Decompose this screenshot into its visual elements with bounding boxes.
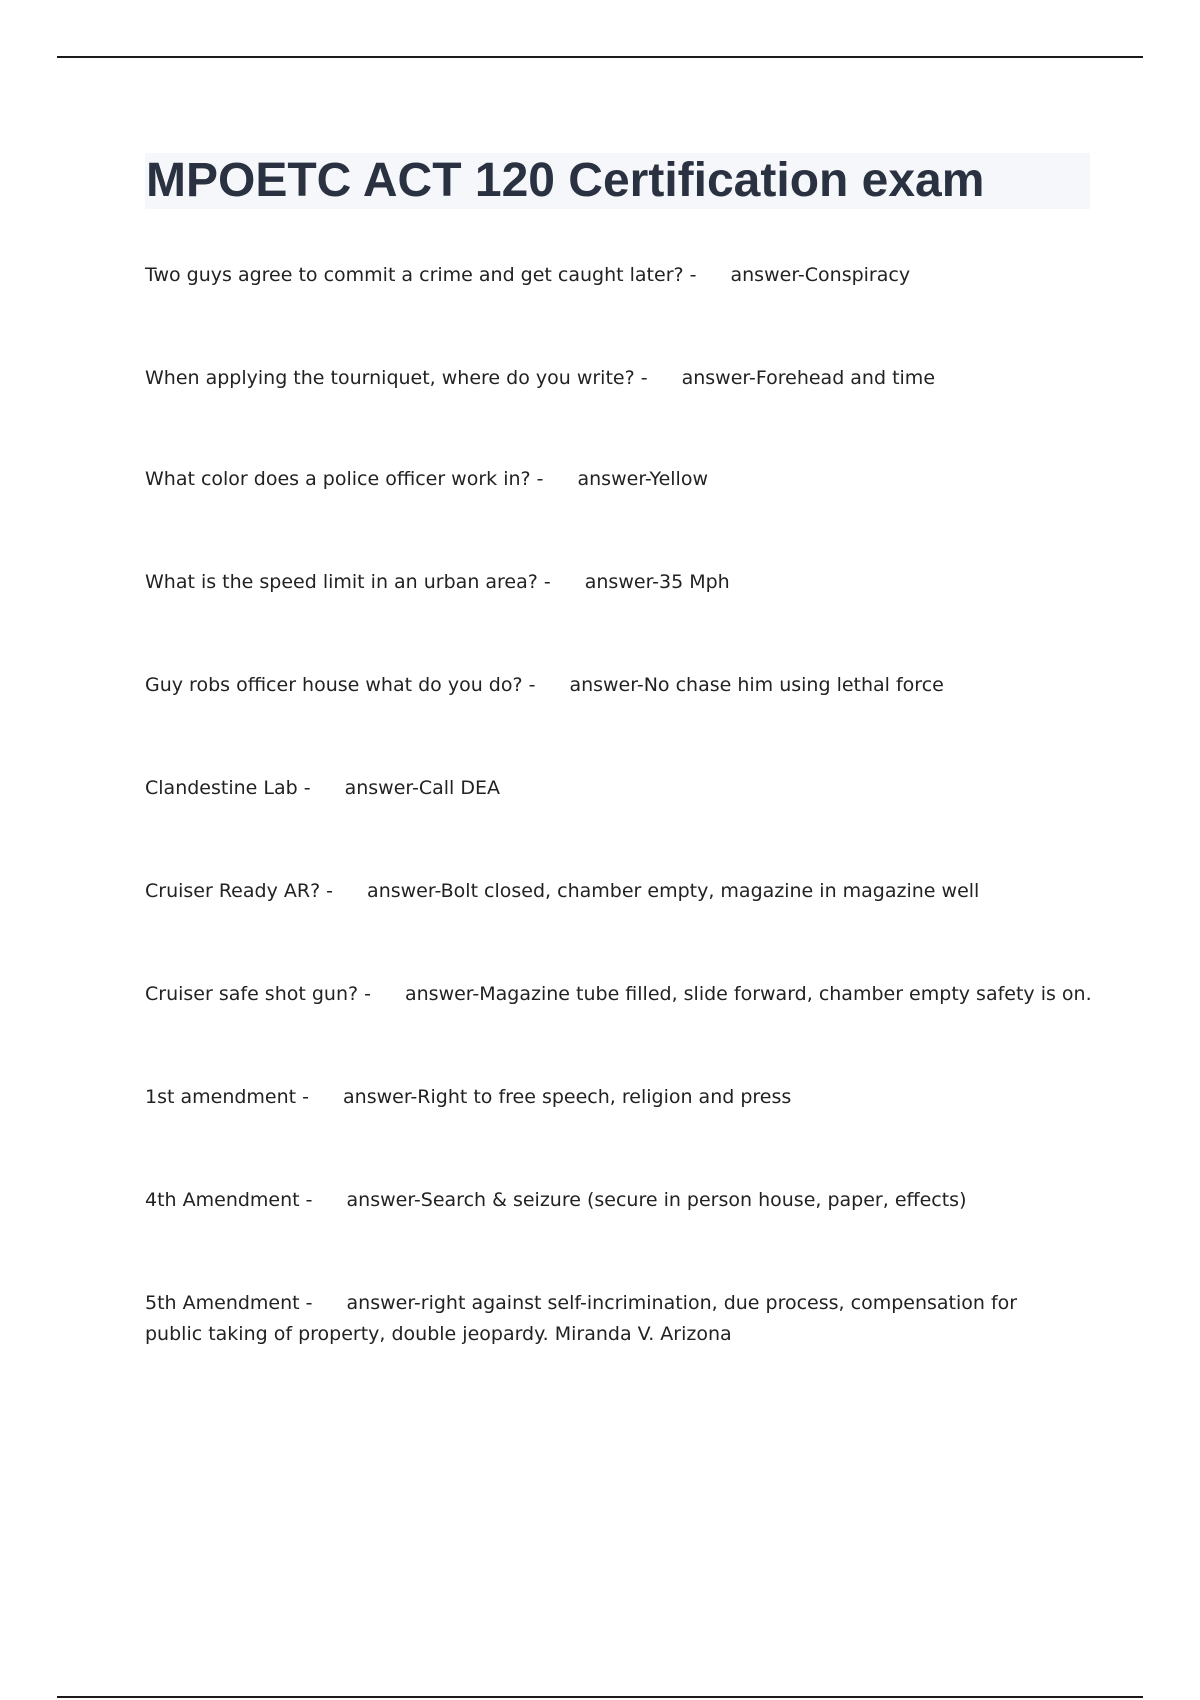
qa-item-5 — [145, 670, 1065, 701]
question-text: Guy robs officer house what do you do? - — [145, 674, 536, 696]
answer-text: answer-Yellow — [577, 468, 709, 490]
question-text: Clandestine Lab - — [145, 777, 311, 799]
question-text: When applying the tourniquet, where do you write? - — [145, 367, 648, 389]
qa-item-6 — [145, 773, 1065, 804]
qa-item-8 — [145, 979, 1092, 1010]
answer-text: answer-No chase him using lethal force — [569, 674, 944, 696]
answer-text: answer-Right to free speech, religion and press — [343, 1086, 792, 1108]
answer-text: answer-Conspiracy — [730, 264, 911, 286]
answer-text: answer-Forehead and time — [681, 367, 936, 389]
document-title: MPOETC ACT 120 Certification exam — [146, 154, 985, 207]
question-text: 4th Amendment - — [145, 1189, 313, 1211]
qa-item-1 — [145, 260, 1065, 291]
answer-text: answer-35 Mph — [584, 571, 730, 593]
question-text: What color does a police officer work in? - — [145, 468, 544, 490]
answer-text: answer-Call DEA — [344, 777, 500, 799]
question-text: What is the speed limit in an urban area? - — [145, 571, 551, 593]
answer-text: answer-Magazine tube filled, slide forward, chamber empty safety is on. — [404, 983, 1092, 1005]
qa-item-7 — [145, 876, 1065, 907]
question-text: 1st amendment - — [145, 1086, 310, 1108]
qa-item-11 — [145, 1288, 1065, 1350]
qa-item-9 — [145, 1082, 1065, 1113]
question-text: Cruiser safe shot gun? - — [145, 983, 371, 1005]
qa-item-2 — [145, 363, 1065, 394]
question-text: 5th Amendment - — [145, 1292, 313, 1314]
top-divider — [57, 56, 1143, 58]
question-text: Cruiser Ready AR? - — [145, 880, 334, 902]
qa-item-4 — [145, 567, 1065, 598]
qa-item-3 — [145, 464, 1065, 495]
qa-item-10 — [145, 1185, 1065, 1216]
question-text: Two guys agree to commit a crime and get caught later? - — [145, 264, 697, 286]
answer-text: answer-Search & seizure (secure in person house, paper, effects) — [346, 1189, 967, 1211]
bottom-divider — [57, 1696, 1143, 1698]
answer-text: answer-Bolt closed, chamber empty, magazine in magazine well — [367, 880, 980, 902]
answer-text: answer-right against self-incrimination, due process, compensation for public taking of property, double jeopardy. Miranda V. Arizona — [145, 1292, 1018, 1345]
